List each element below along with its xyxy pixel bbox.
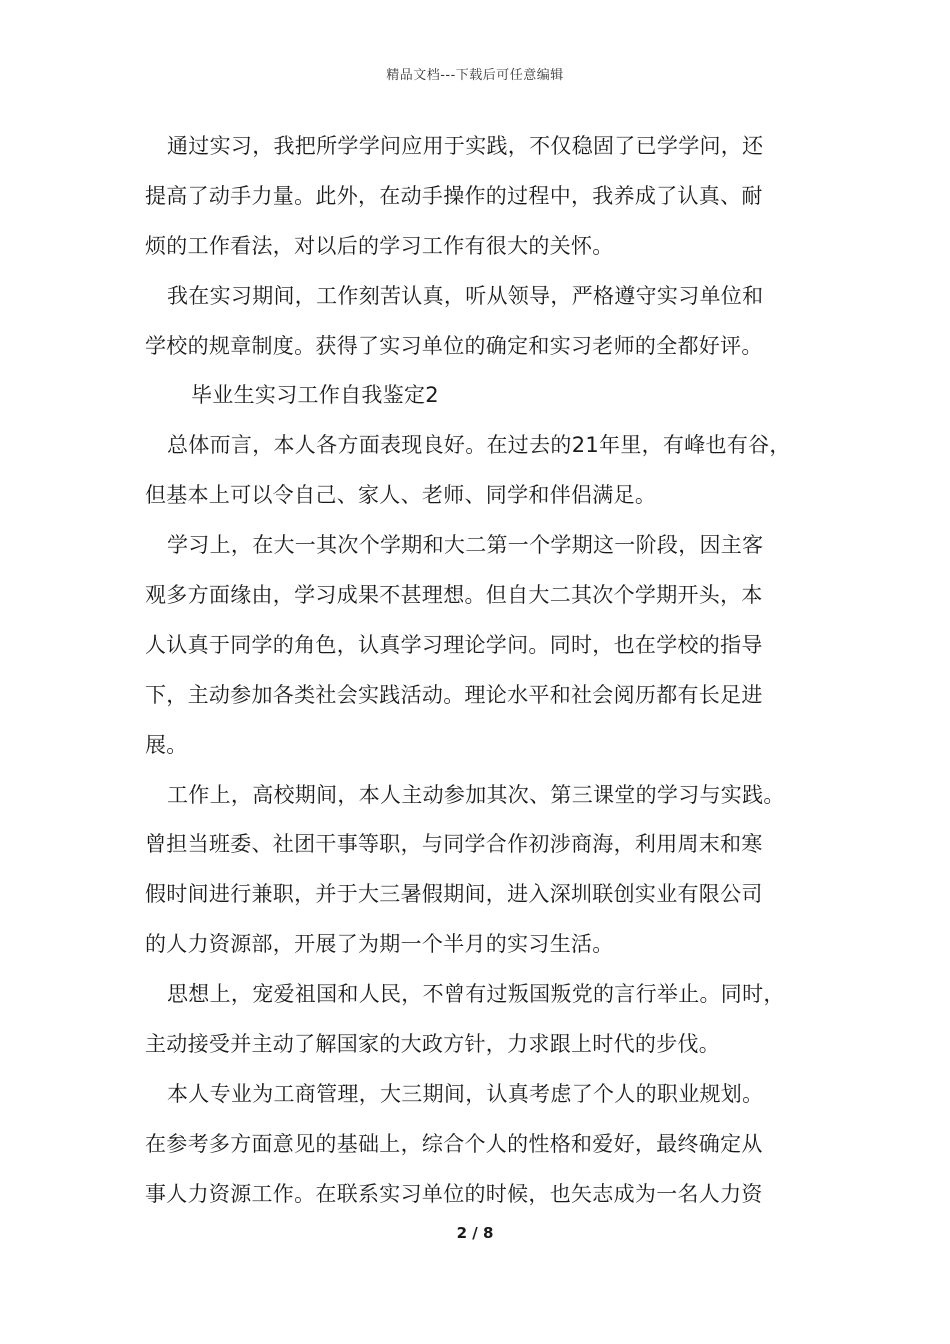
paragraph-line: 事人力资源工作。在联系实习单位的时候，也矢志成为一名人力资 [145, 1181, 763, 1206]
paragraph-line: 主动接受并主动了解国家的大政方针，力求跟上时代的步伐。 [145, 1032, 721, 1057]
paragraph-line: 总体而言，本人各方面表现良好。在过去的21年里，有峰也有谷， [167, 433, 791, 458]
paragraph-line: 本人专业为工商管理，大三期间，认真考虑了个人的职业规划。 [167, 1081, 764, 1106]
paragraph-line: 人认真于同学的角色，认真学习理论学问。同时，也在学校的指导 [145, 632, 763, 657]
paragraph-line: 我在实习期间，工作刻苦认真，听从领导，严格遵守实习单位和 [167, 283, 764, 308]
paragraph-line: 提高了动手力量。此外，在动手操作的过程中，我养成了认真、耐 [145, 183, 763, 208]
document-body [145, 122, 825, 1220]
paragraph-line: 通过实习，我把所学学问应用于实践，不仅稳固了已学学问，还 [167, 134, 764, 158]
page-header: 精品文档---下载后可任意编辑 [386, 68, 564, 83]
page-number: 2 / 8 [456, 1224, 494, 1242]
paragraph-line: 展。 [145, 732, 188, 757]
paragraph-line: 但基本上可以令自己、家人、老师、同学和伴侣满足。 [145, 483, 657, 508]
paragraph-line: 学校的规章制度。获得了实习单位的确定和实习老师的全都好评。 [145, 333, 763, 358]
paragraph-line: 的人力资源部，开展了为期一个半月的实习生活。 [145, 932, 614, 957]
paragraph-line: 观多方面缘由，学习成果不甚理想。但自大二其次个学期开头，本 [145, 583, 763, 608]
paragraph-line: 下，主动参加各类社会实践活动。理论水平和社会阅历都有长足进 [145, 682, 763, 707]
paragraph-line: 假时间进行兼职，并于大三暑假期间，进入深圳联创实业有限公司 [145, 882, 763, 907]
section-heading: 毕业生实习工作自我鉴定2 [191, 383, 439, 408]
paragraph-line: 思想上，宠爱祖国和人民，不曾有过叛国叛党的言行举止。同时， [167, 982, 785, 1007]
paragraph-line: 学习上，在大一其次个学期和大二第一个学期这一阶段，因主客 [167, 533, 764, 558]
paragraph-line: 工作上，高校期间，本人主动参加其次、第三课堂的学习与实践。 [167, 782, 785, 807]
paragraph-line: 烦的工作看法，对以后的学习工作有很大的关怀。 [145, 233, 614, 258]
paragraph-line: 曾担当班委、社团干事等职，与同学合作初涉商海，利用周末和寒 [145, 832, 763, 857]
paragraph-line: 在参考多方面意见的基础上，综合个人的性格和爱好，最终确定从 [145, 1131, 763, 1156]
